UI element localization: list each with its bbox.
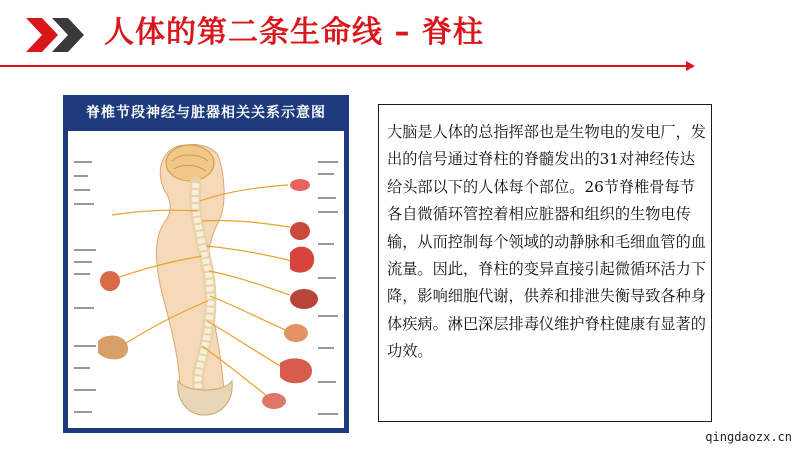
poster-title: 脊椎节段神经与脏器相关关系示意图 — [86, 105, 326, 121]
spine-anatomy-illustration-icon — [68, 131, 344, 428]
spine-poster — [63, 95, 349, 433]
description-text: 大脑是人体的总指挥部也是生物电的发电厂，发出的信号通过脊柱的脊髓发出的31对神经传达给头部以下的人体每个部位。26节脊椎骨每节各自微循环管控着相应脏器和组织的生物电传输，从而控制每个领域的动静脉和毛细血管的血流量。因此，脊柱的变异直接引起微循环活力下降，影响细胞代谢，供养和排泄失衡导致各种身体疾病。淋巴深层排毒仪维护脊柱健康有显著的功效。 — [387, 123, 706, 361]
title-divider — [0, 65, 690, 67]
divider-arrow-icon — [686, 61, 695, 71]
watermark: qingdaozx.cn — [705, 430, 792, 444]
double-chevron-icon — [22, 18, 102, 52]
poster-illustration — [68, 131, 344, 428]
page-title: 人体的第二条生命线 – 脊柱 — [104, 15, 484, 50]
description-box — [378, 104, 712, 422]
